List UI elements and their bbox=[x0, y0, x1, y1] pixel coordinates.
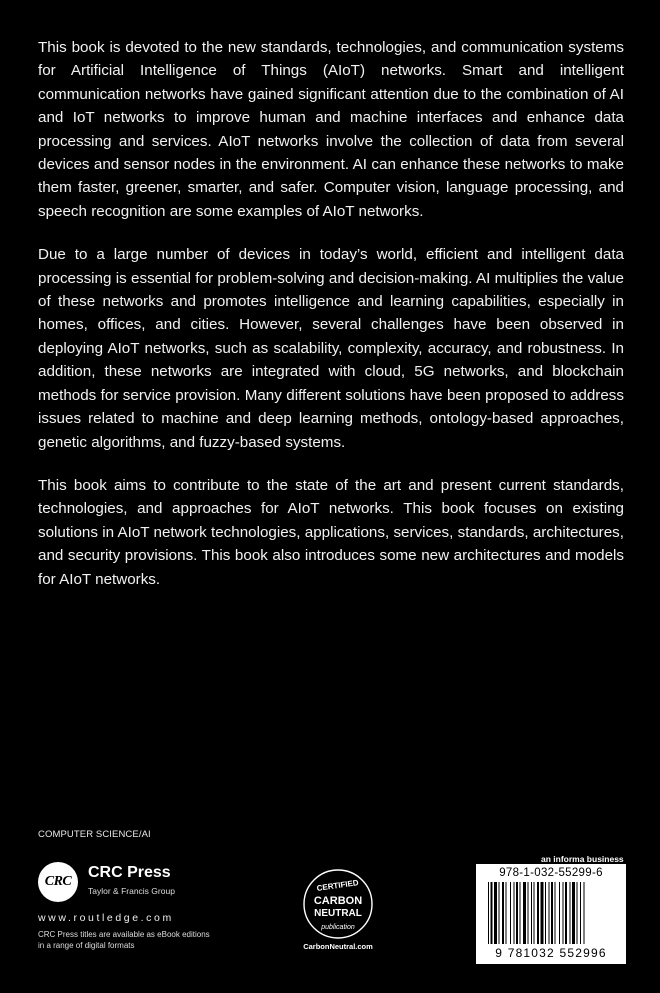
barcode-bar bbox=[537, 882, 539, 944]
barcode-bar bbox=[577, 882, 578, 944]
barcode-bar bbox=[499, 882, 500, 944]
subject-category: COMPUTER SCIENCE/AI bbox=[38, 829, 151, 840]
carbon-bottom-text: publication bbox=[321, 924, 355, 931]
barcode-bar bbox=[488, 882, 489, 944]
barcode-bar bbox=[506, 882, 507, 944]
barcode-bar bbox=[534, 882, 535, 944]
isbn-bottom-text: 9 781032 552996 bbox=[495, 946, 607, 960]
barcode-bar bbox=[531, 882, 532, 944]
crc-logo-icon: CRC bbox=[38, 862, 78, 902]
barcode-bar bbox=[572, 882, 575, 944]
carbon-neutral-icon bbox=[288, 866, 388, 942]
barcode-icon bbox=[488, 882, 614, 944]
barcode-bar bbox=[520, 882, 521, 944]
barcode-bar bbox=[551, 882, 553, 944]
carbon-main-line-1: CARBON bbox=[313, 895, 363, 907]
barcode-bar bbox=[563, 882, 564, 944]
publisher-group: Taylor & Francis Group bbox=[88, 886, 175, 896]
blurb-paragraph-2: Due to a large number of devices in today’s world, efficient and intelligent data processing is essential for problem-solving and decision-making. AI multiplies the value of these networks and promotes intelligence and learning capabilities, especially in homes, offices, and cities. However, several challenges have been observed in deploying AIoT networks, such as scalability, complexity, accuracy, and robustness. In addition, these networks are integrated with cloud, 5G networks, and blockchain methods for service provision. Many different solutions have been proposed to address issues related to machine and deep learning methods, ontology-based approaches, genetic algorithms, and fuzzy-based systems. bbox=[38, 246, 624, 451]
isbn-top-text: 978-1-032-55299-6 bbox=[499, 867, 603, 879]
barcode-bar bbox=[523, 882, 526, 944]
carbon-neutral-badge bbox=[288, 866, 388, 956]
barcode-bar bbox=[516, 882, 518, 944]
barcode-bar bbox=[514, 882, 515, 944]
barcode-bar bbox=[559, 882, 560, 944]
barcode-bar bbox=[494, 882, 497, 944]
barcode-bar bbox=[541, 882, 544, 944]
barcode-bar bbox=[570, 882, 571, 944]
website-link[interactable]: www.routledge.com bbox=[38, 912, 174, 924]
barcode-bar bbox=[549, 882, 550, 944]
isbn-barcode bbox=[476, 864, 626, 964]
barcode-bar bbox=[584, 882, 585, 944]
carbon-main-line-2: NEUTRAL bbox=[314, 908, 362, 919]
barcode-bar bbox=[528, 882, 529, 944]
barcode-bar bbox=[555, 882, 556, 944]
barcode-bar bbox=[580, 882, 581, 944]
ebook-note-line-2: in a range of digital formats bbox=[38, 941, 135, 950]
ebook-note bbox=[38, 929, 238, 951]
barcode-bar bbox=[545, 882, 546, 944]
barcode-bar bbox=[510, 882, 511, 944]
barcode-bar bbox=[502, 882, 504, 944]
carbon-top-text: CERTIFIED bbox=[316, 878, 360, 893]
blurb-paragraph-1: This book is devoted to the new standards, technologies, and communication systems for Artificial Intelligence of Things (AIoT) networks. Smart and intelligent communication networks have gained significant attention due to the combination of AI and IoT networks to improve human and machine interfaces and enhance data processing and services. AIoT networks involve the collection of data from several devices and sensor nodes in the environment. AI can enhance these networks to make them faster, greener, smarter, and safer. Computer vision, language processing, and speech recognition are some examples of AIoT networks. bbox=[38, 39, 624, 220]
publisher-name: CRC Press bbox=[88, 864, 171, 881]
barcode-bar bbox=[565, 882, 567, 944]
carbon-neutral-url: CarbonNeutral.com bbox=[303, 942, 373, 951]
ebook-note-line-1: CRC Press titles are available as eBook editions bbox=[38, 930, 210, 939]
blurb-paragraph-3: This book aims to contribute to the state of the art and present current standards, technologies, and approaches for AIoT networks. This book focuses on existing solutions in AIoT network technologies, applications, services, standards, architectures, and security provisions. This book also introduces some new architectures and models for AIoT networks. bbox=[38, 476, 624, 588]
barcode-bar bbox=[491, 882, 493, 944]
back-cover-blurb bbox=[38, 36, 624, 611]
informa-tagline: an informa business bbox=[541, 854, 624, 864]
